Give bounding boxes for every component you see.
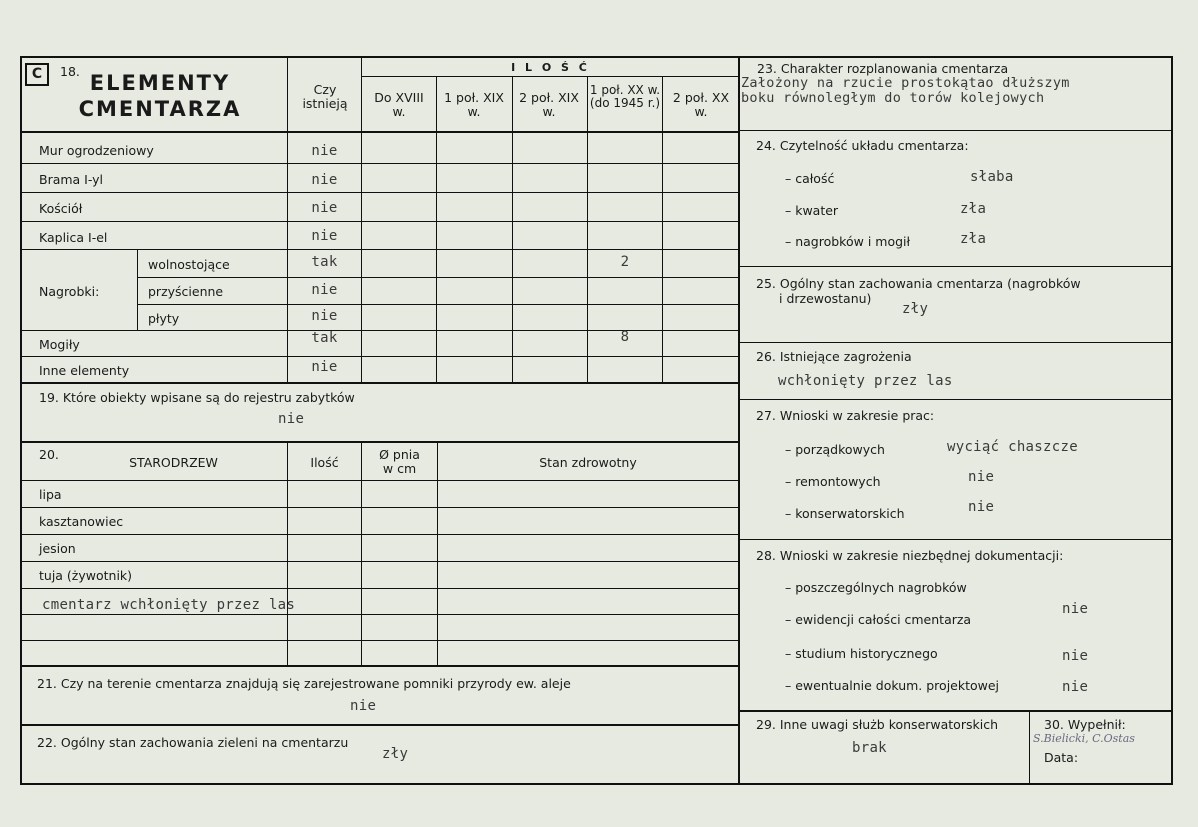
grid-line	[512, 77, 513, 383]
section-18-title-line1: ELEMENTY	[89, 71, 231, 95]
grid-line	[437, 441, 438, 666]
col-header-period-2: 1 poł. XIX w.	[444, 90, 504, 119]
col-header-period-3: 2 poł. XIX w.	[519, 90, 579, 119]
section-23-label: 23. Charakter rozplanowania cmentarza	[757, 61, 1009, 76]
section-27-item-label: – porządkowych	[785, 442, 885, 457]
section-24-item-value: zła	[960, 231, 987, 247]
section-divider	[738, 399, 1173, 400]
grid-line	[20, 614, 740, 615]
grid-line	[20, 163, 740, 164]
section-28-item-label: – ewentualnie dokum. projektowej	[785, 678, 1000, 693]
grid-line	[662, 77, 663, 383]
section-27-label: 27. Wnioski w zakresie prac:	[756, 408, 935, 423]
row-exists-value: nie	[311, 228, 338, 244]
tree-label: lipa	[39, 487, 62, 502]
section-divider	[738, 130, 1173, 131]
section-22-value: zły	[382, 746, 409, 762]
grid-line	[1029, 710, 1030, 785]
section-23-value-line1: Założony na rzucie prostokątao dłuższym	[741, 75, 1070, 91]
section-divider	[20, 382, 740, 384]
col-header-period-1: Do XVIII w.	[374, 90, 424, 119]
section-26-label: 26. Istniejące zagrożenia	[756, 349, 912, 364]
section-27-item-value: nie	[968, 499, 995, 515]
row-count-value: 2	[620, 254, 630, 270]
section-27-item-value: nie	[968, 469, 995, 485]
nagrobki-group-label: Nagrobki:	[39, 284, 100, 299]
row-exists-value: nie	[311, 308, 338, 324]
row-exists-value: nie	[311, 200, 338, 216]
section-18-number: 18.	[60, 64, 80, 79]
row-exists-value: nie	[311, 282, 338, 298]
section-29-label: 29. Inne uwagi służb konserwatorskich	[756, 717, 998, 732]
grid-line	[436, 77, 437, 383]
grid-line	[137, 249, 138, 330]
section-28-item-value: nie	[1062, 679, 1089, 695]
col-header-diameter-unit: w cm	[382, 461, 417, 476]
col-header-exists: Czy istnieją	[302, 82, 348, 111]
grid-line	[20, 192, 740, 193]
row-label: Kościół	[39, 201, 83, 216]
section-divider	[738, 539, 1173, 540]
section-30-date-label: Data:	[1044, 750, 1079, 765]
section-28-item-label: – studium historycznego	[785, 646, 938, 661]
grid-line	[20, 131, 740, 133]
grid-line	[20, 534, 740, 535]
frame-bottom	[20, 783, 1173, 785]
row-exists-value: tak	[311, 254, 338, 270]
frame-top	[20, 56, 1173, 58]
section-25-label-line1: 25. Ogólny stan zachowania cmentarza (nagrobków	[756, 276, 1081, 291]
row-count-value: 8	[620, 329, 630, 345]
section-28-item-value: nie	[1062, 648, 1089, 664]
row-exists-value: nie	[311, 359, 338, 375]
row-label: przyścienne	[148, 284, 224, 299]
section-23-value-line2: boku równoległym do torów kolejowych	[741, 90, 1045, 106]
section-25-label-line2: i drzewostanu)	[779, 291, 872, 306]
section-divider	[738, 266, 1173, 267]
grid-line	[20, 640, 740, 641]
grid-line	[20, 249, 740, 250]
row-exists-value: tak	[311, 330, 338, 346]
tree-label: jesion	[39, 541, 76, 556]
section-21-value: nie	[350, 698, 377, 714]
section-letter-box: C	[25, 63, 49, 86]
section-divider	[20, 665, 740, 667]
grid-line	[20, 588, 740, 589]
section-19-label: 19. Które obiekty wpisane są do rejestru zabytków	[39, 390, 355, 405]
section-24-item-label: – całość	[785, 171, 835, 186]
section-28-item-label: – ewidencji całości cmentarza	[785, 612, 972, 627]
section-27-item-value: wyciąć chaszcze	[947, 439, 1078, 455]
grid-line	[20, 480, 740, 481]
frame-right	[1171, 56, 1173, 785]
section-18-title-line2: CMENTARZA	[78, 97, 242, 121]
section-30-label: 30. Wypełnił:	[1044, 717, 1126, 732]
row-label: płyty	[148, 311, 180, 326]
section-divider	[20, 441, 740, 443]
grid-line	[20, 561, 740, 562]
section-19-value: nie	[278, 411, 305, 427]
section-26-value: wchłonięty przez las	[778, 373, 953, 389]
section-30-signature: S.Bielicki, C.Ostas	[1033, 732, 1135, 745]
section-28-item-value: nie	[1062, 601, 1089, 617]
col-header-count: Ilość	[310, 455, 339, 470]
diameter-label-1: pnia	[392, 447, 420, 462]
section-20-title: STARODRZEW	[129, 455, 218, 470]
section-27-item-label: – konserwatorskich	[785, 506, 905, 521]
section-29-value: brak	[852, 740, 887, 756]
section-20-note: cmentarz wchłonięty przez las	[42, 597, 296, 613]
grid-line	[361, 76, 739, 77]
section-divider	[738, 710, 1173, 712]
row-exists-value: nie	[311, 143, 338, 159]
section-24-item-label: – kwater	[785, 203, 839, 218]
grid-line	[20, 221, 740, 222]
grid-line	[361, 56, 362, 383]
col-header-period-5: 2 poł. XX w.	[672, 90, 730, 119]
section-22-label: 22. Ogólny stan zachowania zieleni na cmentarzu	[37, 735, 349, 750]
col-header-diameter	[362, 447, 437, 462]
row-label: Kaplica I-el	[39, 230, 108, 245]
section-24-label: 24. Czytelność układu cmentarza:	[756, 138, 969, 153]
grid-line	[20, 356, 740, 357]
section-24-item-value: zła	[960, 201, 987, 217]
grid-line	[287, 441, 288, 666]
section-21-label: 21. Czy na terenie cmentarza znajdują się zarejestrowane pomniki przyrody ew. aleje	[37, 676, 571, 691]
col-header-period-4: 1 poł. XX w. (do 1945 r.)	[589, 83, 661, 110]
column-divider	[738, 56, 740, 785]
grid-line	[137, 304, 740, 305]
row-exists-value: nie	[311, 172, 338, 188]
col-header-health: Stan zdrowotny	[539, 455, 637, 470]
grid-line	[137, 277, 740, 278]
section-28-label: 28. Wnioski w zakresie niezbędnej dokumentacji:	[756, 548, 1064, 563]
row-label: Inne elementy	[39, 363, 130, 378]
section-27-item-label: – remontowych	[785, 474, 881, 489]
row-label: Mogiły	[39, 337, 80, 352]
tree-label: kasztanowiec	[39, 514, 124, 529]
row-label: Mur ogrodzeniowy	[39, 143, 154, 158]
tree-label: tuja (żywotnik)	[39, 568, 133, 583]
section-20-number: 20.	[39, 447, 59, 462]
section-25-value: zły	[902, 301, 929, 317]
section-divider	[738, 342, 1173, 343]
section-24-item-value: słaba	[970, 169, 1014, 185]
col-header-ilosc: I L O Ś Ć	[511, 61, 590, 74]
section-28-item-label: – poszczególnych nagrobków	[785, 580, 967, 595]
row-label: wolnostojące	[148, 257, 230, 272]
grid-line	[20, 507, 740, 508]
diameter-symbol: Ø	[379, 447, 389, 462]
row-label: Brama I-yl	[39, 172, 104, 187]
section-24-item-label: – nagrobków i mogił	[785, 234, 911, 249]
section-divider	[20, 724, 740, 726]
frame-left	[20, 56, 22, 785]
